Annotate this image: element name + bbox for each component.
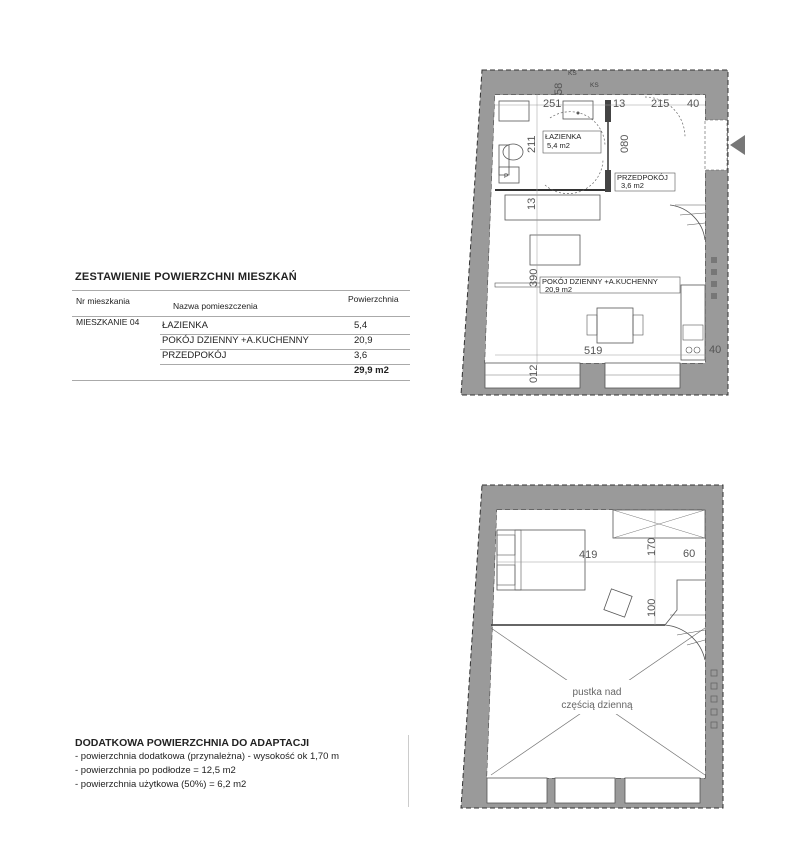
- dimension-label: 13: [526, 197, 538, 210]
- dimension-label: 215: [651, 98, 670, 110]
- additional-line: - powierzchnia użytkowa (50%) = 6,2 m2: [75, 779, 247, 790]
- dimension-label: 251: [543, 98, 562, 110]
- area-table-title: ZESTAWIENIE POWIERZCHNI MIESZKAŃ: [75, 271, 297, 283]
- dimension-label: 419: [579, 549, 598, 561]
- installation-shaft: [605, 170, 611, 192]
- window-bottom: [555, 778, 615, 803]
- table-row-room: ŁAZIENKA: [162, 320, 208, 331]
- dimension-label: 60: [683, 548, 696, 560]
- room-label-hall: PRZEDPOKÓJ: [617, 173, 668, 182]
- fixture-mark: P: [504, 173, 509, 180]
- table-divider: [72, 290, 410, 291]
- additional-line: - powierzchnia dodatkowa (przynależna) - wysokość ok 1,70 m: [75, 751, 340, 762]
- table-row-area: 5,4: [354, 320, 368, 331]
- col-header-room: Nazwa pomieszczenia: [173, 301, 258, 311]
- window-bottom: [487, 778, 547, 803]
- installation-shaft: [605, 100, 611, 122]
- col-header-area: Powierzchnia: [348, 294, 399, 304]
- dimension-label: 211: [526, 135, 538, 153]
- void-label: pustka nad: [572, 687, 622, 698]
- shaft-mark: KS: [568, 70, 577, 77]
- room-area-living: 20,9 m2: [545, 285, 573, 294]
- room-label-bathroom: ŁAZIENKA: [545, 132, 582, 141]
- window-bottom: [625, 778, 700, 803]
- entry-arrow-icon: [730, 135, 745, 155]
- table-total: 29,9 m2: [354, 365, 389, 376]
- room-label-living: POKÓJ DZIENNY +A.KUCHENNY: [542, 277, 658, 286]
- table-row-area: 20,9: [354, 335, 373, 346]
- floor-plan-lower: [455, 65, 755, 400]
- dimension-label: 390: [528, 268, 540, 287]
- dimension-label: 40: [709, 344, 722, 356]
- dimension-label: 080: [619, 134, 631, 153]
- dimension-label: 100: [646, 598, 658, 617]
- table-row-room: PRZEDPOKÓJ: [162, 350, 227, 361]
- separator-line: [408, 735, 409, 807]
- dimension-label: 012: [528, 364, 540, 383]
- dimension-label: 519: [584, 345, 603, 357]
- room-area-hall: 3,6 m2: [621, 181, 644, 190]
- void-label: częścią dzienną: [561, 700, 633, 711]
- shaft-mark: KS: [590, 82, 599, 89]
- entry-door-opening: [705, 120, 727, 170]
- dimension-label: 58: [553, 82, 565, 95]
- apartment-number: MIESZKANIE 04: [76, 317, 140, 327]
- dimension-label: 13: [613, 98, 626, 110]
- room-area-bathroom: 5,4 m2: [547, 141, 570, 150]
- col-header-apartment: Nr mieszkania: [76, 296, 130, 306]
- floor-plan-upper: [455, 480, 755, 815]
- dimension-label: 40: [687, 98, 700, 110]
- table-row-room: POKÓJ DZIENNY +A.KUCHENNY: [162, 335, 309, 346]
- additional-area-title: DODATKOWA POWIERZCHNIA DO ADAPTACJI: [75, 737, 310, 749]
- table-divider: [72, 380, 410, 381]
- table-row-area: 3,6: [354, 350, 368, 361]
- window-bottom-right: [605, 363, 680, 388]
- dimension-label: 170: [646, 537, 658, 556]
- additional-line: - powierzchnia po podłodze = 12,5 m2: [75, 765, 236, 776]
